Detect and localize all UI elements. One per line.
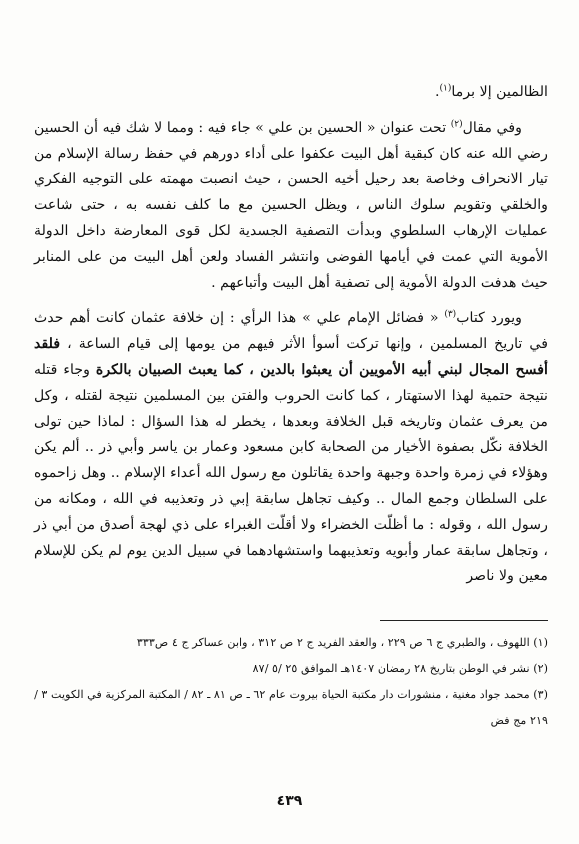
- footnote-separator: [380, 620, 548, 621]
- paragraph-3-rest: وجاء قتله نتيجة حتمية لهذا الاستهتار ، كما كانت الحروب والفتن بين المسلمين نتيجة لقتله ، وكل من يعرف عثمان وتاريخه قبل الخلافة وبعدها ، يخطر له هذا السؤال : لماذا حين تولى الخلافة نكّل بصفوة الأخيار من الصحابة كابن مسعود وعمار بن ياسر وأبي ذر .. ألم يكن وهؤلاء في زمرة واحدة وجبهة واحدة يقاتلون مع رسول الله أعداء الإسلام .. وهل زاحموه على السلطان وجمع المال .. وكيف تجاهل سابقة إبي ذر وتعذيبه في الله ، ومكانه من رسول الله ، وقوله : ما أظلّت الخضراء ولا أقلّت الغبراء على ذي لهجة أصدق من أبي ذر ، وتجاهل سابقة عمار وأبويه وتعذيبهما واستشهادهما في سبيل الدين يوم لم يكن للإسلام معين ولا ناصر: [34, 361, 548, 585]
- paragraph-3-lead: ويورد كتاب: [456, 310, 523, 327]
- paragraph-2-lead: وفي مقال: [462, 119, 522, 136]
- footnotes: [34, 630, 548, 734]
- footnote-ref-1: (١): [439, 83, 452, 94]
- paragraph-1: [34, 80, 548, 106]
- paragraph-3: [34, 306, 548, 590]
- paragraph-2: [34, 116, 548, 297]
- paragraph-1-text: الظالمين إلا برما: [451, 84, 548, 100]
- page-number: ٤٣٩: [276, 793, 303, 809]
- footnote-ref-3: (٣): [444, 309, 457, 320]
- footnote-3: (٣) محمد جواد مغنية ، منشورات دار مكتبة الحياة بيروت عام ٦٢ ـ ص ٨١ ـ ٨٢ / المكتبة المركزية في الكويت ٣ / ٢١٩ مج فض: [34, 688, 548, 727]
- footnote-2: (٢) نشر في الوطن بتاريخ ٢٨ رمضان ١٤٠٧هـ الموافق ٢٥ /٥ /٨٧: [252, 662, 548, 675]
- footnote-1: (١) اللهوف ، والطبري ج ٦ ص ٢٢٩ ، والعقد الفريد ج ٢ ص ٣١٢ ، وابن عساكر ج ٤ ص٣٣٣: [136, 636, 548, 649]
- paragraph-1-end: .: [435, 84, 440, 100]
- main-text: [34, 80, 548, 590]
- paragraph-3-text: « فضائل الإمام علي » هذا الرأي : إن خلافة عثمان كانت أهم حدث في تاريخ المسلمين ، وإنها تركت أسوأ الأثر فيهم من يومها إلى قيام الساعة ،: [34, 310, 548, 353]
- paragraph-3-bold-quote: فلقد أفسح المجال لبني أبيه الأمويين أن يعبثوا بالدين ، كما يعبث الصبيان بالكرة: [34, 336, 548, 378]
- footnote-ref-2: (٢): [450, 119, 463, 130]
- paragraph-2-text: تحت عنوان « الحسين بن علي » جاء فيه : ومما لا شك فيه أن الحسين رضي الله عنه كان كبقية أهل البيت عكفوا على أداء دورهم في حفظ رسالة الإسلام من تيار الانحراف وخاصة بعد رحيل أخيه الحسن ، حيث انصبت مهمته على التوجيه الفكري والخلقي وتقويم سلوك الناس ، ويظل الحسين مع ما كلف نفسه به ، حتى شاعت عمليات الإرهاب السلطوي وبدأت التصفية الجسدية لكل قوى المعارضة داخل الدولة الأموية التي عمت في أيامها الفوضى وانتشر الفساد ولعن أهل البيت من على المنابر حيث هدفت الدولة الأموية إلى تصفية أهل البيت وأتباعهم .: [34, 119, 548, 291]
